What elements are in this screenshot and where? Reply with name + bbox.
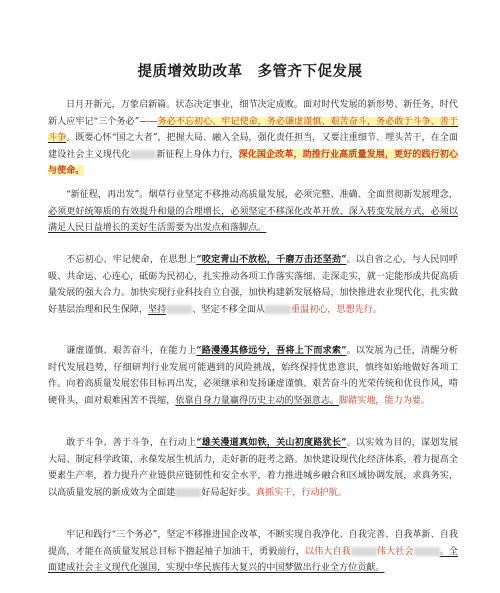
redacted-text: [265, 305, 291, 314]
paragraph: [48, 97, 458, 180]
text-segment: 伟大社会: [376, 546, 414, 557]
text-segment: 务必不忘初心、牢记使命，务必谦虚谨慎、艰苦奋斗，务必敢于斗争、善于斗争: [48, 116, 458, 143]
text-segment: 、坚定不移全面从: [192, 304, 266, 315]
text-segment: 。既要心怀“国之大者”，把握大局、融入全局，强化责任担当，又要注重细节、埋头苦干，在全面建设社会主义现代化: [48, 133, 458, 160]
text-segment: “咬定青山不放松，千磨万击还坚劲”: [196, 254, 347, 265]
text-segment: 牢记和践行“三个务必”，坚定不移推进国企改革，不断实现自我净化、自我完善、自我革新、自我提高，才能在高质量发展总目标下撸起袖子加油干，勇毅前行，: [48, 530, 458, 557]
paragraph: [48, 187, 458, 237]
text-segment: “新征程，再出发”。烟草行业坚定不移推动高质量发展，必须完整、准确、全面贯彻新发展理念，: [66, 190, 458, 200]
text-segment: “路漫漫其修远兮，吾将上下而求索”: [196, 345, 347, 356]
text-segment: 深化国企改革，助推行业高质量发展，更好的践行初心与使命。: [48, 148, 458, 176]
text-segment: 以伟大自我: [304, 546, 351, 557]
text-segment: 谦虚谨慎、艰苦奋斗，在能力上: [66, 346, 197, 356]
redacted-text: [175, 488, 201, 497]
text-segment: 脚踏实地，能力为要。: [339, 395, 430, 406]
text-segment: 。以发展为己任，清醒分析时代发展趋势，仔细研判行业发展可能遇到的风险挑战，始终保持忧患意识，慎终如始地做好各项工作。向着高质量发展宏伟目标再出发，必须继承和发扬谦虚谨慎、艰苦奋斗的光荣传统和优良作风，啃硬骨头，面对艰难困苦不畏缩，: [48, 346, 458, 406]
text-segment: 新征程上身体力行，: [156, 149, 239, 160]
text-segment: 真抓实干，行动护航。: [255, 487, 347, 498]
paragraph: [48, 435, 458, 501]
text-segment: 依靠自身力量赢得历史主动的坚强意志。: [175, 395, 340, 406]
redacted-text: [166, 305, 192, 314]
text-segment: 敢于斗争、善于斗争，在行动上: [66, 438, 197, 448]
redacted-text: [130, 150, 156, 159]
paragraph: [48, 252, 458, 318]
text-segment: “雄关漫道真如铁，关山初度路犹长”: [196, 437, 347, 448]
redacted-text: [414, 547, 440, 556]
paragraph: [48, 343, 458, 409]
text-segment: 。全面建成社会主义现代化强国，实现中华民族伟大复兴的中国梦做出行业全方位贡献。: [48, 546, 458, 573]
redacted-text: [351, 547, 377, 556]
text-segment: 日月开新元，万象启新篇。状态决定事业，细节决定成败。面对时代发展的新形势、新任务，时代新人应牢记“三个务必”——: [48, 100, 458, 127]
text-segment: 必须更好统筹质的有效提升和量的合理增长，必须坚定不移深化改革开放、深入转变发展方式，必须以满足人民日益增长的美好生活需要为出发点和落脚点。: [48, 206, 458, 233]
text-segment: 坚持: [148, 304, 167, 315]
text-segment: 不忘初心、牢记使命，在思想上: [66, 255, 197, 265]
text-segment: 重温初心，思想先行。: [291, 304, 382, 315]
text-segment: 。以自省之心，与人民同呼吸、共命运、心连心，砥砺为民初心，扎实推动各项工作落实落细、走深走实，就一定能形成共促高质量发展的强大合力。加快实现行业科技自立自强，加快构建新发展格局，加快推进农业现代化，扎实做好基层治理和民生保障，: [48, 255, 458, 315]
document-title: 提质增效助改革 多管齐下促发展: [137, 64, 363, 80]
text-segment: 。以实效为目的，谋划发展大局、制定科学政策，永葆发展生机活力，走好新的赶考之路。加快建设现代化经济体系，着力提高全要素生产率，着力提升产业链供应链韧性和安全水平，着力推进城乡融合和区域协调发展，求真务实，以高质量发展的新成效为全面建: [48, 438, 458, 498]
paragraph: [48, 527, 458, 577]
text-segment: 好局起好步。: [201, 487, 256, 498]
